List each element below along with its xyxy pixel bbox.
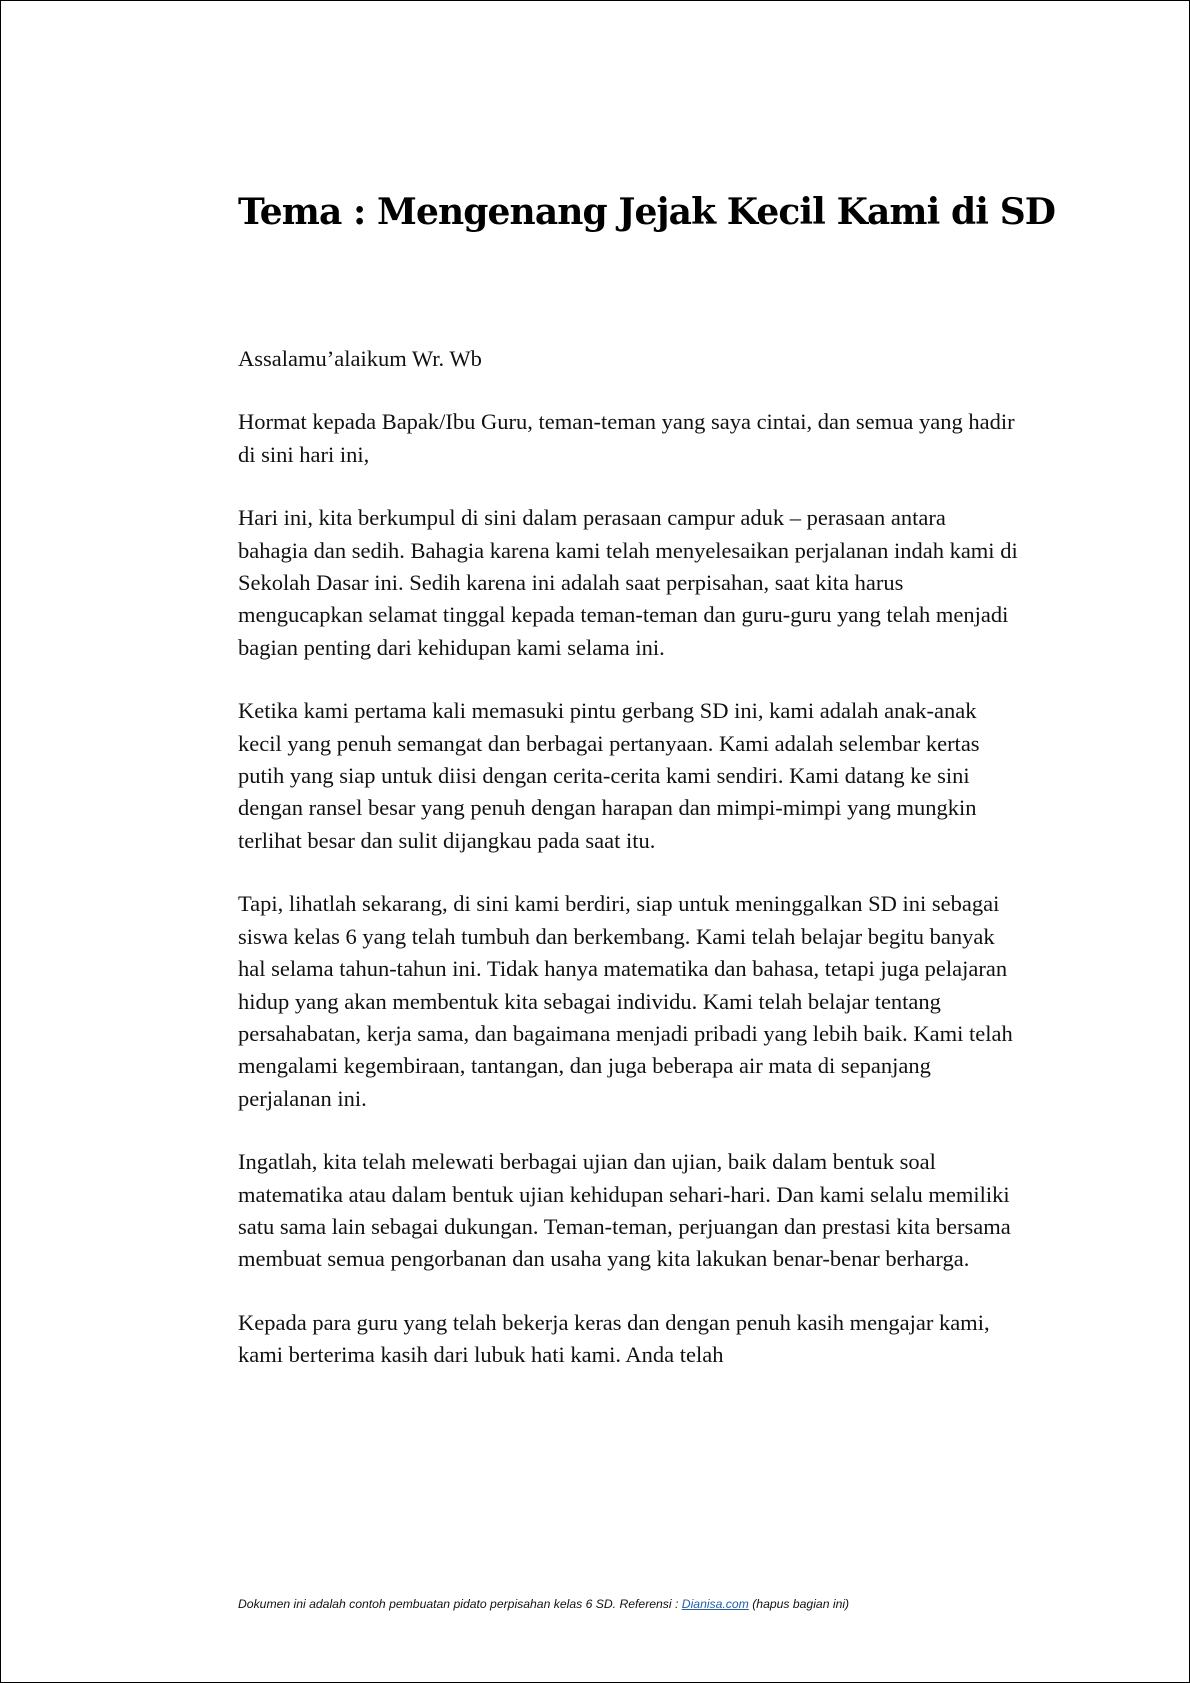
footer-note (238, 1597, 849, 1611)
paragraph: Kepada para guru yang telah bekerja keras dan dengan penuh kasih mengajar kami, kami berterima kasih dari lubuk hati kami. Anda telah (238, 1309, 990, 1368)
footer-suffix: (hapus bagian ini) (748, 1597, 850, 1611)
document-title: Tema : Mengenang Jejak Kecil Kami di SD (238, 191, 1056, 233)
footer-prefix: Dokumen ini adalah contoh pembuatan pidato perpisahan kelas 6 SD. Referensi : (238, 1597, 682, 1611)
reference-link[interactable]: Dianisa.com (681, 1597, 749, 1611)
paragraph: Ingatlah, kita telah melewati berbagai ujian dan ujian, baik dalam bentuk soal matematika atau dalam bentuk ujian kehidupan sehari-hari. Dan kami selalu memiliki satu sama lain sebagai dukungan. Teman-teman, perjuangan dan prestasi kita bersama membuat semua pengorbanan dan usaha yang kita lakukan benar-benar berharga. (238, 1149, 1011, 1272)
paragraph-salutation: Hormat kepada Bapak/Ibu Guru, teman-teman yang saya cintai, dan semua yang hadir di sini hari ini, (238, 409, 1015, 467)
paragraph: Ketika kami pertama kali memasuki pintu gerbang SD ini, kami adalah anak-anak kecil yang penuh semangat dan berbagai pertanyaan. Kami adalah selembar kertas putih yang siap untuk diisi dengan cerita-cerita kami sendiri. Kami datang ke sini dengan ransel besar yang penuh dengan harapan dan mimpi-mimpi yang mungkin terlihat besar dan sulit dijangkau pada saat itu. (238, 698, 980, 853)
document-body (238, 343, 1018, 1403)
paragraph: Hari ini, kita berkumpul di sini dalam perasaan campur aduk – perasaan antara bahagia dan sedih. Bahagia karena kami telah menyelesaikan perjalanan indah kami di Sekolah Dasar ini. Sedih karena ini adalah saat perpisahan, saat kita harus mengucapkan selamat tinggal kepada teman-teman dan guru-guru yang telah menjadi bagian penting dari kehidupan kami selama ini. (238, 505, 1018, 660)
paragraph-greeting: Assalamu’alaikum Wr. Wb (238, 346, 482, 371)
paragraph: Tapi, lihatlah sekarang, di sini kami berdiri, siap untuk meninggalkan SD ini sebagai siswa kelas 6 yang telah tumbuh dan berkembang. Kami telah belajar begitu banyak hal selama tahun-tahun ini. Tidak hanya matematika dan bahasa, tetapi juga pelajaran hidup yang akan membentuk kita sebagai individu. Kami telah belajar tentang persahabatan, kerja sama, dan bagaimana menjadi pribadi yang lebih baik. Kami telah mengalami kegembiraan, tantangan, dan juga beberapa air mata di sepanjang perjalanan ini. (238, 891, 1013, 1111)
